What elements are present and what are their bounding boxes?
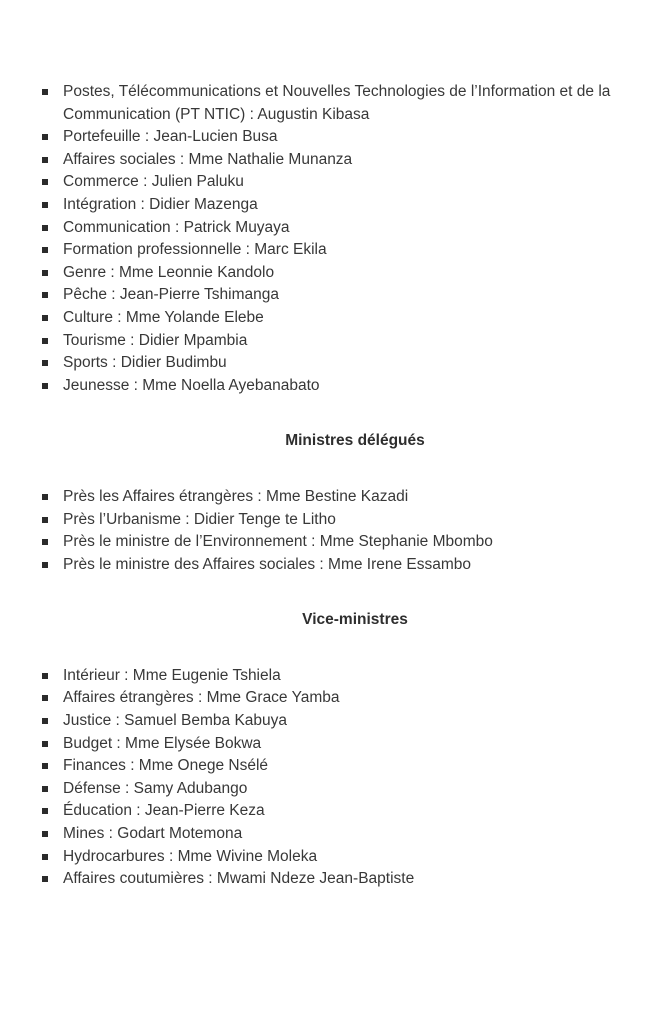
list-item-text: Culture : Mme Yolande Elebe [63, 308, 264, 326]
list-item [42, 554, 668, 577]
bullet-square-icon [42, 854, 48, 860]
bullet-square-icon [42, 270, 48, 276]
bullet-square-icon [42, 247, 48, 253]
bullet-square-icon [42, 89, 48, 95]
list-item-text: Budget : Mme Elysée Bokwa [63, 734, 262, 752]
list-item-text: Affaires coutumières : Mwami Ndeze Jean-Baptiste [63, 870, 415, 888]
list-item [42, 307, 668, 330]
bullet-square-icon [42, 494, 48, 500]
list-item [42, 846, 668, 869]
bullet-square-icon [42, 808, 48, 814]
list-item-text: Hydrocarbures : Mme Wivine Moleka [63, 847, 318, 865]
list-item-text: Près les Affaires étrangères : Mme Bestine Kazadi [63, 487, 409, 505]
bullet-square-icon [42, 134, 48, 140]
list-item-text: Près le ministre des Affaires sociales : Mme Irene Essambo [63, 555, 472, 573]
list-item-text: Commerce : Julien Paluku [63, 173, 244, 191]
list-item [42, 755, 668, 778]
list-item-text: Genre : Mme Leonnie Kandolo [63, 263, 275, 281]
list-item-text: Justice : Samuel Bemba Kabuya [63, 712, 288, 730]
minister-list [42, 486, 668, 576]
list-item-text: Formation professionnelle : Marc Ekila [63, 241, 327, 259]
minister-list [42, 81, 668, 397]
bullet-square-icon [42, 539, 48, 545]
list-item-text: Affaires sociales : Mme Nathalie Munanza [63, 150, 353, 168]
list-item [42, 352, 668, 375]
list-item [42, 330, 668, 353]
list-item [42, 687, 668, 710]
list-item [42, 486, 668, 509]
section-heading: Vice-ministres [302, 611, 408, 629]
bullet-square-icon [42, 292, 48, 298]
list-item-text: Intégration : Didier Mazenga [63, 195, 258, 213]
list-item-text: Communication : Patrick Muyaya [63, 218, 290, 236]
section-heading: Ministres délégués [285, 432, 425, 450]
bullet-square-icon [42, 786, 48, 792]
bullet-square-icon [42, 383, 48, 389]
bullet-square-icon [42, 517, 48, 523]
list-item-text: Près le ministre de l’Environnement : Mme Stephanie Mbombo [63, 533, 493, 551]
list-item-text: Portefeuille : Jean-Lucien Busa [63, 128, 278, 146]
bullet-square-icon [42, 673, 48, 679]
list-item-text: Éducation : Jean-Pierre Keza [63, 802, 265, 820]
bullet-square-icon [42, 718, 48, 724]
list-item [42, 126, 668, 149]
list-item [42, 778, 668, 801]
list-item-text: Postes, Télécommunications et Nouvelles Technologies de l’Information et de la Communication (PT NTIC) : Augustin Kibasa [63, 83, 611, 123]
bullet-square-icon [42, 338, 48, 344]
list-item [42, 800, 668, 823]
list-item-text: Mines : Godart Motemona [63, 825, 243, 843]
minister-list [42, 665, 668, 891]
list-item [42, 239, 668, 262]
list-item [42, 823, 668, 846]
list-item [42, 868, 668, 891]
bullet-square-icon [42, 202, 48, 208]
bullet-square-icon [42, 763, 48, 769]
list-item [42, 710, 668, 733]
list-item-text: Tourisme : Didier Mpambia [63, 331, 248, 349]
list-item [42, 509, 668, 532]
list-item [42, 733, 668, 756]
list-item [42, 375, 668, 398]
list-item [42, 149, 668, 172]
list-item [42, 217, 668, 240]
bullet-square-icon [42, 562, 48, 568]
list-item-text: Pêche : Jean-Pierre Tshimanga [63, 286, 279, 304]
list-item-text: Jeunesse : Mme Noella Ayebanabato [63, 376, 320, 394]
list-item-text: Intérieur : Mme Eugenie Tshiela [63, 666, 281, 684]
bullet-square-icon [42, 741, 48, 747]
bullet-square-icon [42, 360, 48, 366]
list-item [42, 665, 668, 688]
list-item [42, 262, 668, 285]
list-item-text: Affaires étrangères : Mme Grace Yamba [63, 689, 340, 707]
bullet-square-icon [42, 831, 48, 837]
list-item-text: Défense : Samy Adubango [63, 779, 248, 797]
list-item [42, 194, 668, 217]
list-item [42, 81, 668, 126]
list-item [42, 171, 668, 194]
bullet-square-icon [42, 179, 48, 185]
bullet-square-icon [42, 315, 48, 321]
list-item-text: Sports : Didier Budimbu [63, 354, 227, 372]
list-item [42, 284, 668, 307]
list-item-text: Finances : Mme Onege Nsélé [63, 757, 269, 775]
list-item-text: Près l’Urbanisme : Didier Tenge te Litho [63, 510, 336, 528]
list-item [42, 531, 668, 554]
bullet-square-icon [42, 876, 48, 882]
bullet-square-icon [42, 695, 48, 701]
bullet-square-icon [42, 225, 48, 231]
bullet-square-icon [42, 157, 48, 163]
